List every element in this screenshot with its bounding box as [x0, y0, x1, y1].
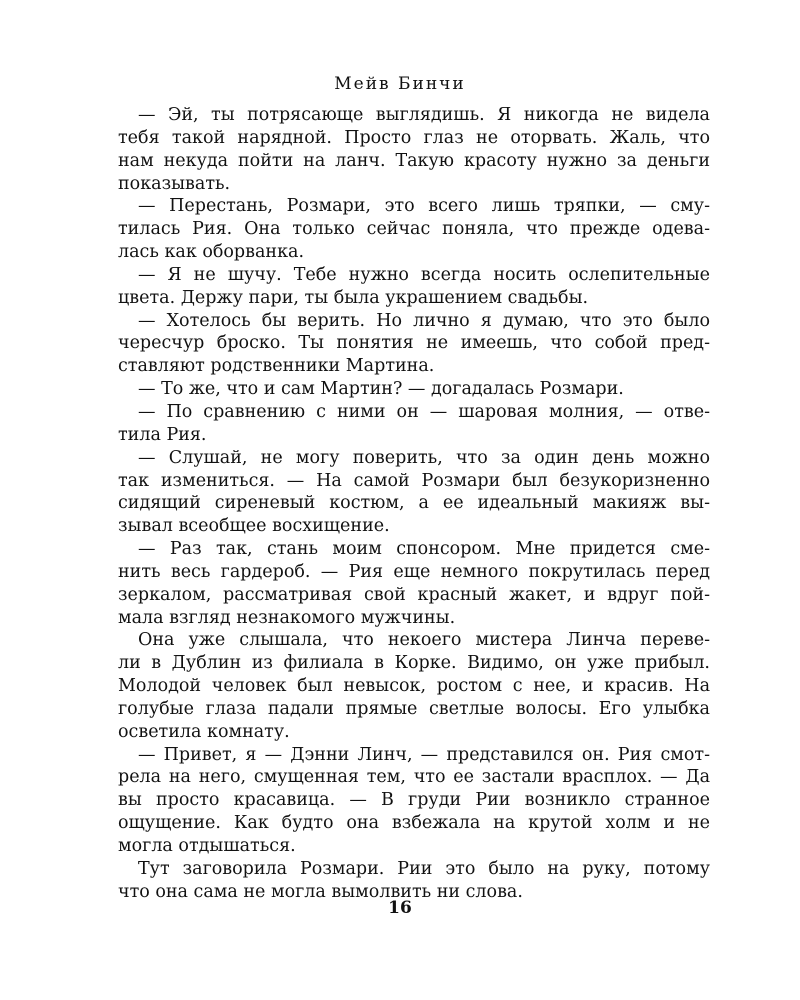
text-line: цвета. Держу пари, ты была украшением свадьбы. — [118, 287, 589, 308]
text-line: — По сравнению с ними он — шаровая молния, — отве- — [138, 401, 710, 422]
text-line: — То же, что и сам Мартин? — догадалась Розмари. — [138, 379, 624, 400]
text-line: ли в Дублин из филиала в Корке. Видимо, он уже прибыл. — [118, 653, 710, 674]
text-line: — Слушай, не могу поверить, что за один день можно — [138, 447, 710, 468]
text-line: Молодой человек был невысок, ростом с нее, и красив. На — [118, 676, 710, 697]
text-line: — Эй, ты потрясающе выглядишь. Я никогда не видела — [138, 105, 710, 125]
text-line: так измениться. — На самой Розмари был безукоризненно — [118, 470, 710, 491]
text-line: Тут заговорила Розмари. Рии это было на руку, потому — [138, 858, 710, 879]
running-head: Мейв Бинчи — [334, 74, 466, 94]
text-line: тебя такой нарядной. Просто глаз не оторвать. Жаль, что — [118, 127, 710, 148]
text-line: — Раз так, стань моим спонсором. Мне придется сме- — [138, 539, 710, 560]
text-line: рела на него, смущенная тем, что ее застали врасплох. — Да — [118, 767, 710, 788]
text-line: — Перестань, Розмари, это всего лишь тряпки, — сму- — [138, 196, 710, 217]
text-line: вы просто красавица. — В груди Рии возникло странное — [118, 790, 710, 811]
text-line: осветила комнату. — [118, 721, 290, 742]
text-line: — Хотелось бы верить. Но лично я думаю, что это было — [138, 310, 710, 331]
text-line: нам некуда пойти на ланч. Такую красоту нужно за деньги — [118, 150, 710, 171]
body-text — [118, 104, 710, 904]
text-line: зывал всеобщее восхищение. — [118, 516, 390, 537]
page-number: 16 — [388, 898, 412, 918]
text-line: тилась Рия. Она только сейчас поняла, что прежде одева- — [118, 219, 710, 240]
text-line: мала взгляд незнакомого мужчины. — [118, 607, 456, 628]
text-line: сидящий сиреневый костюм, а ее идеальный макияж вы- — [118, 493, 710, 514]
text-line: голубые глаза падали прямые светлые волосы. Его улыбка — [118, 698, 710, 719]
text-line: зеркалом, рассматривая свой красный жакет, и вдруг пой- — [118, 584, 710, 605]
text-line: чересчур броско. Ты понятия не имеешь, что собой пред- — [118, 333, 710, 354]
text-line: что она сама не могла вымолвить ни слова. — [118, 881, 523, 902]
text-line: нить весь гардероб. — Рия еще немного покрутилась перед — [118, 561, 710, 582]
text-line: — Я не шучу. Тебе нужно всегда носить ослепительные — [138, 264, 710, 285]
text-line: ощущение. Как будто она взбежала на крутой холм и не — [118, 813, 710, 834]
text-line: могла отдышаться. — [118, 836, 296, 856]
text-line: — Привет, я — Дэнни Линч, — представился он. Рия смот- — [138, 744, 710, 765]
text-line: Она уже слышала, что некоего мистера Линча переве- — [138, 630, 710, 651]
text-line: показывать. — [118, 173, 231, 194]
text-line: лась как оборванка. — [118, 242, 305, 263]
text-line: тила Рия. — [118, 424, 207, 445]
text-line: ставляют родственники Мартина. — [118, 356, 435, 377]
